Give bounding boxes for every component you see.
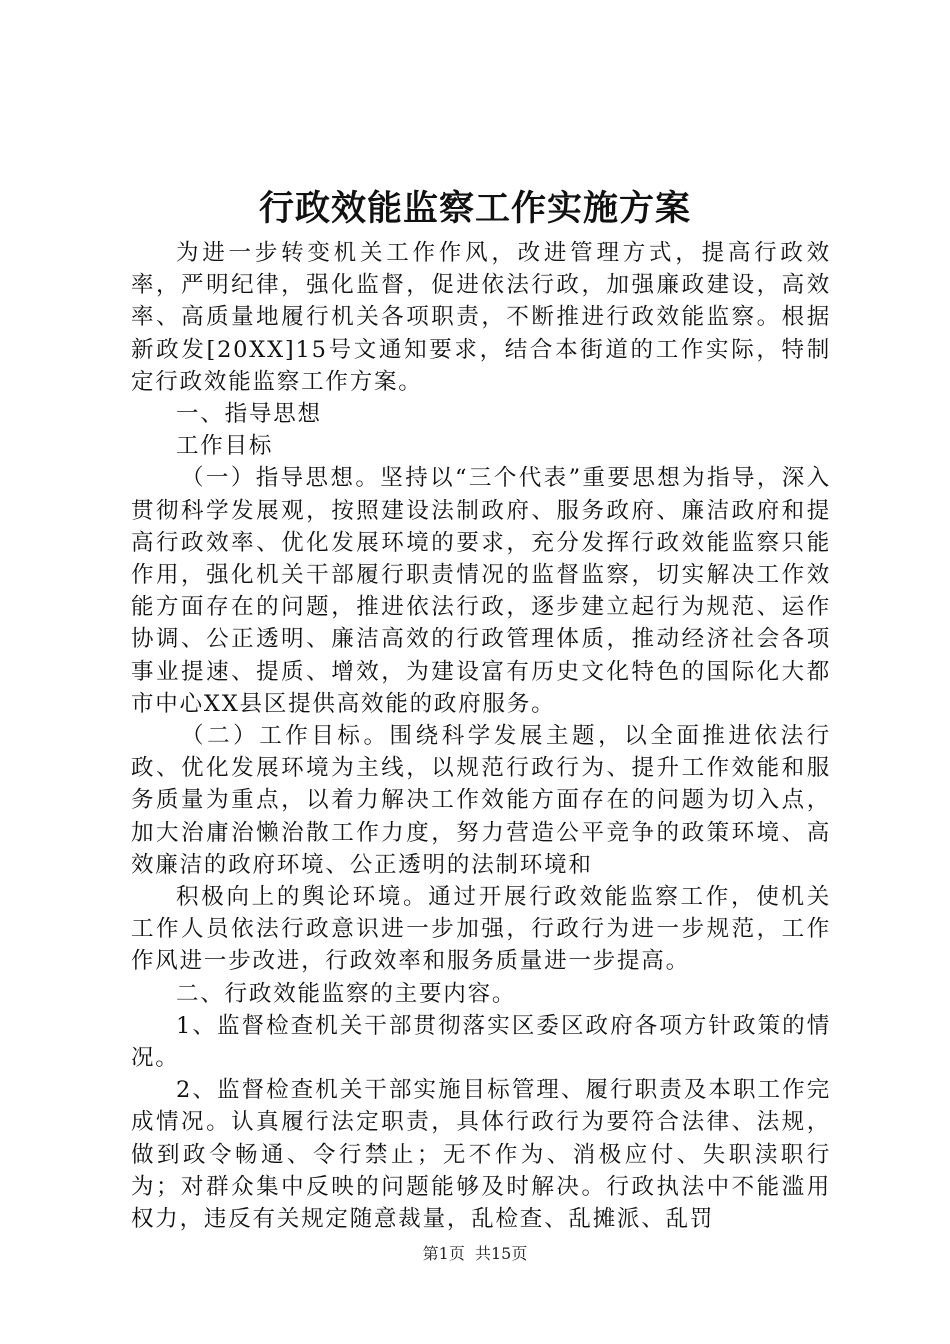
list-item-2: 2、监督检查机关干部实施目标管理、履行职责及本职工作完成情况。认真履行法定职责，具体行政行为要符合法律、法规，做到政令畅通、令行禁止；无不作为、消极应付、失职渎职行为；对群众集中反映的问题能够及时解决。行政执法中不能滥用权力，违反有关规定随意裁量，乱检查、乱摊派、乱罚 xyxy=(131,1077,831,1233)
heading-work-goal: 工作目标 xyxy=(176,433,274,460)
paragraph-intro: 为进一步转变机关工作作风，改进管理方式，提高行政效率，严明纪律，强化监督，促进依法行政，加强廉政建设，高效率、高质量地履行机关各项职责，不断推进行政效能监察。根据新政发[20XX]15号文通知要求，结合本街道的工作实际，特制定行政效能监察工作方案。 xyxy=(131,240,831,395)
page-number: 第1页 共15页 xyxy=(422,1244,528,1263)
list-item-1: 1、监督检查机关干部贯彻落实区委区政府各项方针政策的情况。 xyxy=(131,1012,831,1072)
paragraph-work-goal-continued: 积极向上的舆论环境。通过开展行政效能监察工作，使机关工作人员依法行政意识进一步加强，行政行为进一步规范，工作作风进一步改进，行政效率和服务质量进一步提高。 xyxy=(131,884,831,975)
heading-guiding-thought: 一、指导思想 xyxy=(176,401,322,428)
heading-main-content: 二、行政效能监察的主要内容。 xyxy=(176,980,517,1007)
document-title: 行政效能监察工作实施方案 xyxy=(258,188,691,229)
paragraph-guiding-thought: （一）指导思想。坚持以“三个代表”重要思想为指导，深入贯彻科学发展观，按照建设法制政府、服务政府、廉洁政府和提高行政效率、优化发展环境的要求，充分发挥行政效能监察只能作用，强化机关干部履行职责情况的监督监察，切实解决工作效能方面存在的问题，推进依法行政，逐步建立起行为规范、运作协调、公正透明、廉洁高效的行政管理体质，推动经济社会各项事业提速、提质、增效，为建设富有历史文化特色的国际化大都市中心XX县区提供高效能的政府服务。 xyxy=(131,465,831,717)
paragraph-work-goal: （二）工作目标。围绕科学发展主题，以全面推进依法行政、优化发展环境为主线，以规范行政行为、提升工作效能和服务质量为重点，以着力解决工作效能方面存在的问题为切入点，加大治庸治懒治散工作力度，努力营造公平竞争的政策环境、高效廉洁的政府环境、公正透明的法制环境和 xyxy=(131,723,831,878)
document-body xyxy=(131,237,831,1235)
page-footer xyxy=(0,1244,950,1264)
